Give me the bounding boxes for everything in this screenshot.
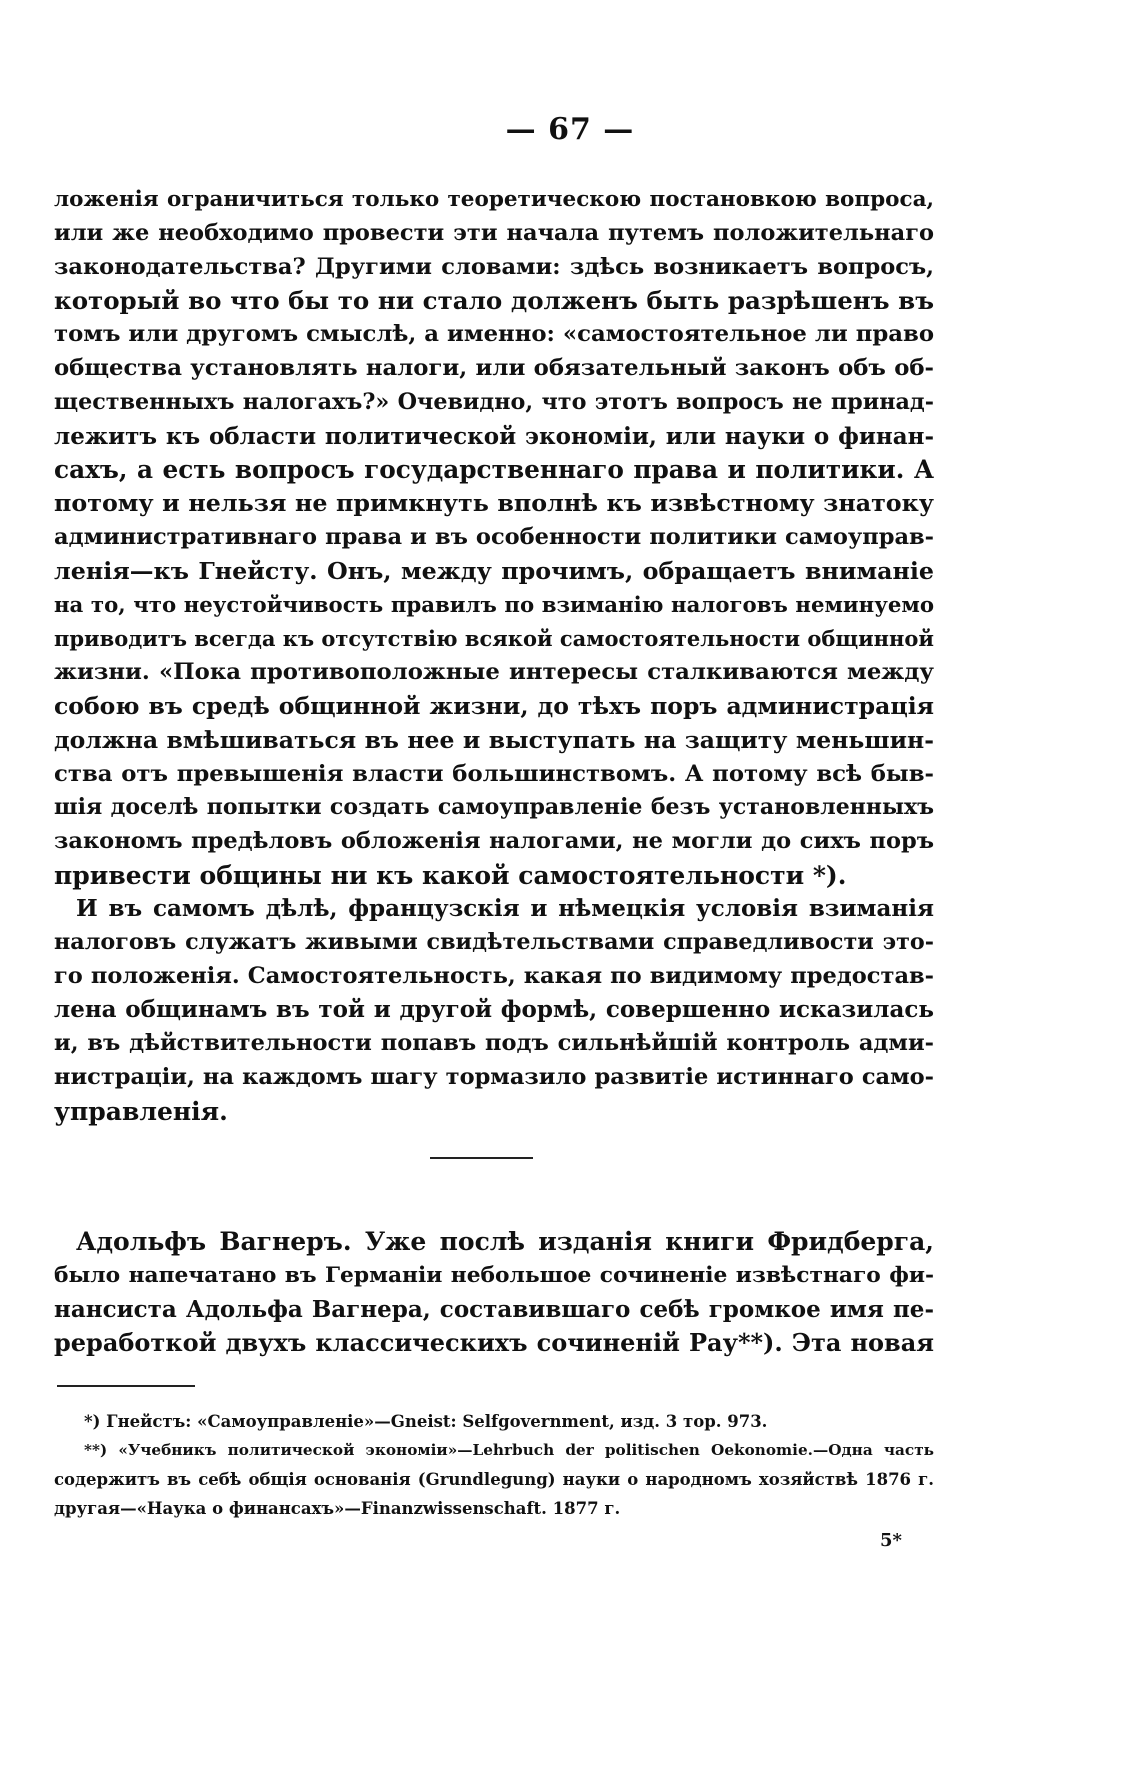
- section-divider: [430, 1157, 533, 1159]
- text-line: ложенія ограничиться только теоретическою постановкою вопроса,: [54, 187, 934, 212]
- text-line: томъ или другомъ смыслѣ, а именно: «самостоятельное ли право: [54, 321, 934, 348]
- text-line: нансиста Адольфа Вагнера, составившаго себѣ громкое имя пе-: [54, 1295, 934, 1323]
- footnote-line: *) Гнейстъ: «Самоуправленіе»—Gneist: Selfgovernment, изд. 3 тор. 973.: [84, 1412, 768, 1431]
- text-line: лена общинамъ въ той и другой формѣ, совершенно исказилась: [54, 996, 934, 1024]
- text-line: Адольфъ Вагнеръ. Уже послѣ изданія книги Фридберга,: [76, 1227, 934, 1256]
- text-line: закономъ предѣловъ обложенія налогами, не могли до сихъ поръ: [54, 828, 934, 855]
- text-line: шія доселѣ попытки создать самоуправленіе безъ установленныхъ: [54, 794, 934, 821]
- paragraph-3: [54, 1225, 934, 1360]
- text-line: и, въ дѣйствительности попавъ подъ сильнѣйшій контроль адми-: [54, 1030, 934, 1057]
- paragraph-2: [54, 892, 934, 1129]
- text-line: приводитъ всегда къ отсутствію всякой самостоятельности общинной: [54, 626, 934, 652]
- text-line: который во что бы то ни стало долженъ быть разрѣшенъ въ: [54, 286, 934, 316]
- text-line: должна вмѣшиваться въ нее и выступать на защиту меньшин-: [54, 725, 934, 754]
- footnote-line: **) «Учебникъ политической экономіи»—Lehrbuch der politischen Oekonomie.—Одна часть: [84, 1441, 934, 1459]
- text-line: ленія—къ Гнейсту. Онъ, между прочимъ, обращаетъ вниманіе: [54, 556, 934, 585]
- paragraph-1: [54, 183, 934, 893]
- text-line: щественныхъ налогахъ?» Очевидно, что этотъ вопросъ не принад-: [54, 388, 934, 415]
- footnote-line: другая—«Наука о финансахъ»—Finanzwissenschaft. 1877 г.: [54, 1499, 621, 1518]
- text-line: на то, что неустойчивость правилъ по взиманію налоговъ неминуемо: [54, 592, 934, 618]
- text-line: было напечатано въ Германіи небольшое сочиненіе извѣстнаго фи-: [54, 1262, 934, 1288]
- signature-mark: 5*: [880, 1530, 902, 1551]
- text-line: налоговъ служатъ живыми свидѣтельствами справедливости это-: [54, 928, 934, 955]
- text-line: законодательства? Другими словами: здѣсь возникаетъ вопросъ,: [54, 253, 934, 280]
- text-line: или же необходимо провести эти начала путемъ положительнаго: [54, 219, 934, 246]
- text-line: сахъ, а есть вопросъ государственнаго права и политики. А: [54, 455, 934, 485]
- text-line: го положенія. Самостоятельность, какая по видимому предостав-: [54, 962, 934, 989]
- text-line: административнаго права и въ особенности политики самоуправ-: [54, 523, 934, 550]
- text-line: И въ самомъ дѣлѣ, французскія и нѣмецкія условія взиманія: [76, 895, 934, 922]
- text-line: реработкой двухъ классическихъ сочиненій Рау**). Эта новая: [54, 1328, 934, 1358]
- footnotes: [54, 1407, 934, 1523]
- text-line: общества установлять налоги, или обязательный законъ объ об-: [54, 354, 934, 381]
- footnote-line: содержитъ въ себѣ общія основанія (Grundlegung) науки о народномъ хозяйствѣ 1876 г.: [54, 1470, 934, 1489]
- text-line: собою въ средѣ общинной жизни, до тѣхъ поръ администрація: [54, 691, 934, 720]
- page-number: — 67 —: [505, 112, 635, 147]
- text-line: лежитъ къ области политической экономіи, или науки о финан-: [54, 422, 934, 450]
- footnote-rule: [57, 1385, 195, 1387]
- text-line: потому и нельзя не примкнуть вполнѣ къ извѣстному знатоку: [54, 489, 934, 518]
- text-line: ства отъ превышенія власти большинствомъ. А потому всѣ быв-: [54, 760, 934, 787]
- text-line: жизни. «Пока противоположные интересы сталкиваются между: [54, 659, 934, 686]
- text-line: привести общины ни къ какой самостоятельности *).: [54, 860, 847, 890]
- text-line: нистраціи, на каждомъ шагу тормазило развитіе истиннаго само-: [54, 1063, 934, 1090]
- text-line: управленія.: [54, 1096, 228, 1126]
